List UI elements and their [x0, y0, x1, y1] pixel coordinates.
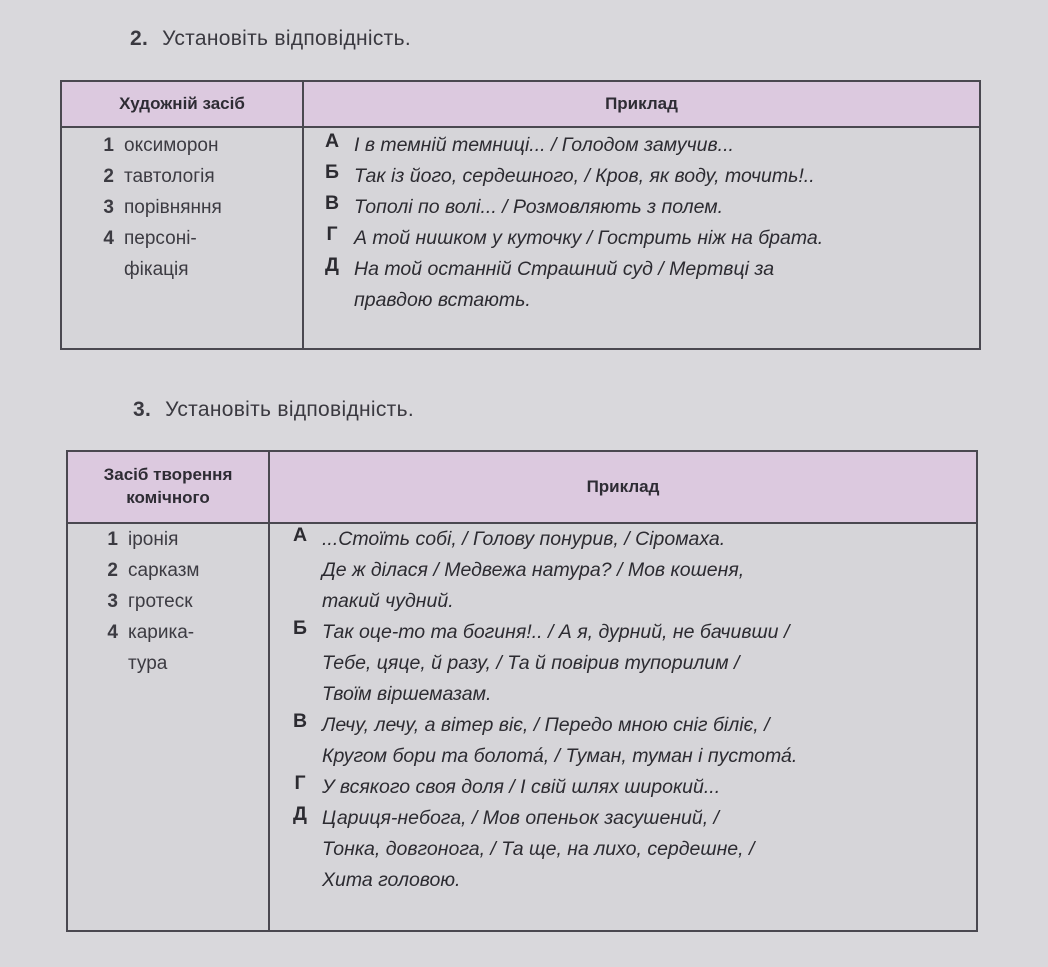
means-item-number: 2 [103, 165, 114, 187]
task-3-heading [133, 398, 414, 422]
task-3-examples-list [278, 524, 968, 896]
means-item-label: іронія [128, 528, 179, 550]
example-item [278, 772, 968, 803]
example-line: У всякого своя доля / І свій шлях широкий... [322, 776, 721, 798]
means-item-number: 1 [103, 134, 114, 156]
example-text [354, 192, 975, 223]
example-item [278, 617, 968, 710]
example-line: Де ж ділася / Медвежа натура? / Мов кошеня, [322, 559, 745, 581]
example-line: Кругом бори та болота́, / Туман, туман і пустота́. [322, 745, 798, 767]
means-item [88, 192, 222, 223]
example-line: Твоїм віршемазам. [322, 683, 492, 705]
example-text [354, 161, 975, 192]
task-2-column-divider [302, 82, 304, 348]
example-letter: Д [325, 254, 339, 276]
means-item [92, 555, 200, 586]
means-item [88, 223, 222, 254]
task-2-col-left-header: Художній засіб [119, 93, 245, 113]
example-line: Так оце-то та богиня!.. / А я, дурний, не бачивши / [322, 621, 790, 643]
task-2-heading [130, 27, 411, 51]
means-item-number: 2 [107, 559, 118, 581]
task-3-instruction: Установіть відповідність. [165, 398, 414, 421]
example-letter: А [324, 130, 340, 152]
example-letter: В [292, 710, 308, 732]
example-item [278, 803, 968, 896]
task-2-col-right-header: Приклад [605, 93, 678, 113]
example-line: Лечу, лечу, а вітер віє, / Передо мною сніг біліє, / [322, 714, 770, 736]
means-item [92, 586, 200, 617]
task-2-number: 2. [130, 27, 149, 50]
example-text [322, 524, 968, 617]
means-item-label: порівняння [124, 196, 222, 218]
means-item-number: 4 [103, 227, 114, 249]
task-2-means-list [88, 130, 222, 285]
means-item-label: оксиморон [124, 134, 219, 156]
task-3-col-right-header: Приклад [586, 476, 660, 496]
task-2-examples-list [310, 130, 975, 316]
example-line: Тебе, цяце, й разу, / Та й повірив тупорилим / [322, 652, 740, 674]
means-item-label: карика- [128, 621, 195, 643]
example-item [310, 223, 975, 254]
means-item [88, 161, 222, 192]
example-letter: Б [292, 617, 307, 639]
means-item-label: персоні- [124, 227, 197, 249]
means-item-label: тура [128, 652, 168, 674]
means-item-label: гротеск [128, 590, 193, 612]
example-text [322, 772, 968, 803]
means-item [88, 130, 222, 161]
example-item [310, 130, 975, 161]
task-3-means-list [92, 524, 200, 679]
means-item [92, 648, 200, 679]
example-text [354, 223, 975, 254]
example-line: Тонка, довгонога, / Та ще, на лихо, сердешне, / [322, 838, 755, 860]
example-letter: Г [294, 772, 306, 794]
task-3-col-left-header [68, 452, 268, 522]
example-line: такий чудний. [322, 590, 454, 612]
means-item-label: тавтологія [124, 165, 215, 187]
example-text [322, 617, 968, 710]
task-3-number: 3. [133, 398, 152, 421]
task-3-column-divider [268, 452, 270, 930]
example-item [310, 192, 975, 223]
example-line: На той останній Страшний суд / Мертвці за [354, 258, 775, 280]
means-item [92, 524, 200, 555]
task-3-col-left-header-line2: комічного [126, 488, 210, 507]
example-line: Хита головою. [322, 869, 461, 891]
task-3-table-header [68, 452, 976, 524]
example-text [322, 710, 968, 772]
task-2-instruction: Установіть відповідність. [162, 27, 411, 50]
example-line: Цариця-небога, / Мов опеньок засушений, / [322, 807, 719, 829]
example-item [310, 161, 975, 192]
means-item-label: фікація [124, 258, 189, 280]
means-item-number: 1 [107, 528, 118, 550]
example-line: правдою встають. [354, 289, 531, 311]
example-letter: Д [293, 803, 307, 825]
task-3-col-left-header-line1: Засіб творення [103, 465, 233, 485]
means-item-number: 3 [103, 196, 114, 218]
example-letter: Г [326, 223, 338, 245]
example-letter: А [292, 524, 308, 546]
means-item [88, 254, 222, 285]
example-item [310, 254, 975, 316]
example-line: ...Стоїть собі, / Голову понурив, / Сіромаха. [322, 528, 726, 550]
means-item-label: сарказм [128, 559, 200, 581]
means-item [92, 617, 200, 648]
task-2-table-header [62, 82, 979, 128]
task-2-table [60, 80, 981, 350]
example-item [278, 710, 968, 772]
example-text [322, 803, 968, 896]
task-3-table [66, 450, 978, 932]
means-item-number: 3 [107, 590, 118, 612]
example-text [354, 130, 975, 161]
example-line: І в темній темниці... / Голодом замучив... [354, 134, 734, 156]
example-line: А той нишком у куточку / Гострить ніж на брата. [354, 227, 824, 249]
example-letter: В [324, 192, 340, 214]
example-line: Так із його, сердешного, / Кров, як воду, точить!.. [354, 165, 815, 187]
example-letter: Б [324, 161, 339, 183]
means-item-number: 4 [107, 621, 118, 643]
example-line: Тополі по волі... / Розмовляють з полем. [354, 196, 724, 218]
example-item [278, 524, 968, 617]
example-text [354, 254, 975, 316]
